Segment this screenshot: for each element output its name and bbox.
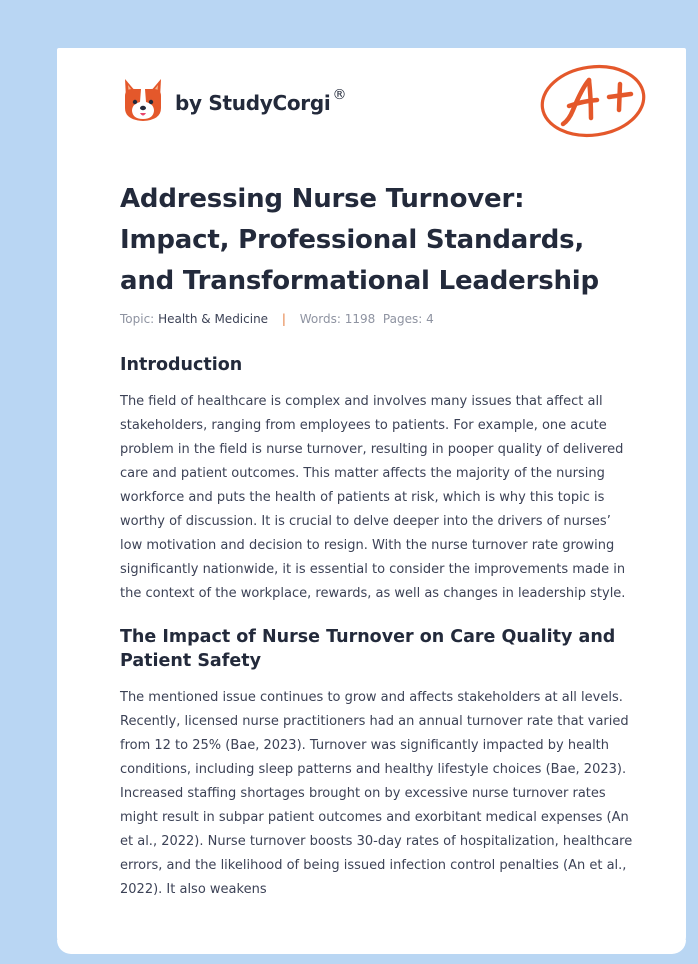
registered-mark: ® [332,87,347,103]
section-heading-impact: The Impact of Nurse Turnover on Care Quality and Patient Safety [120,627,616,671]
section-heading-introduction: Introduction [120,355,243,375]
document-body [120,353,635,902]
page-count: Pages: 4 [382,312,434,326]
brand-name [175,87,347,115]
document-page [57,48,686,951]
section-paragraph-introduction: The field of healthcare is complex and involves many issues that affect all stakeholders, ranging from employees to patients. For example, one acute problem in the field is nurse turnover, resulting in pooper quality of delivered care and patient outcomes. This matter affects the majority of the nursing workforce and puts the health of patients at risk, which is why this topic is worthy of discussion. It is crucial to delve deeper into the drivers of nurses’ low motivation and decision to resign. With the nurse turnover rate growing significantly nationwide, it is essential to consider the improvements made in the context of the workplace, rewards, as well as changes in leadership style. [120,394,626,601]
brand-name-text: by StudyCorgi [175,91,331,115]
topic-link[interactable]: Health & Medicine [158,312,269,326]
a-plus-grade-icon [539,60,651,140]
brand-header[interactable] [121,76,346,124]
meta-separator: | [281,312,286,326]
document-title: Addressing Nurse Turnover: Impact, Professional Standards, and Transformational Leadership [120,184,599,296]
word-count: Words: 1198 [299,312,376,326]
document-meta [120,312,434,326]
corgi-icon [121,76,165,124]
topic-label: Topic: [120,312,155,326]
section-paragraph-impact: The mentioned issue continues to grow and affects stakeholders at all levels. Recently, licensed nurse practitioners had an annual turnover rate that varied from 12 to 25% (Bae, 2023). Turnover was significantly impacted by health conditions, including sleep patterns and healthy lifestyle choices (Bae, 2023). Increased staffing shortages brought on by excessive nurse turnover rates might result in subpar patient outcomes and exorbitant medical expenses (An et al., 2022). Nurse turnover boosts 30-day rates of hospitalization, healthcare errors, and the likelihood of being issued infection control penalties (An et al., 2022). It also weakens [120,690,633,897]
